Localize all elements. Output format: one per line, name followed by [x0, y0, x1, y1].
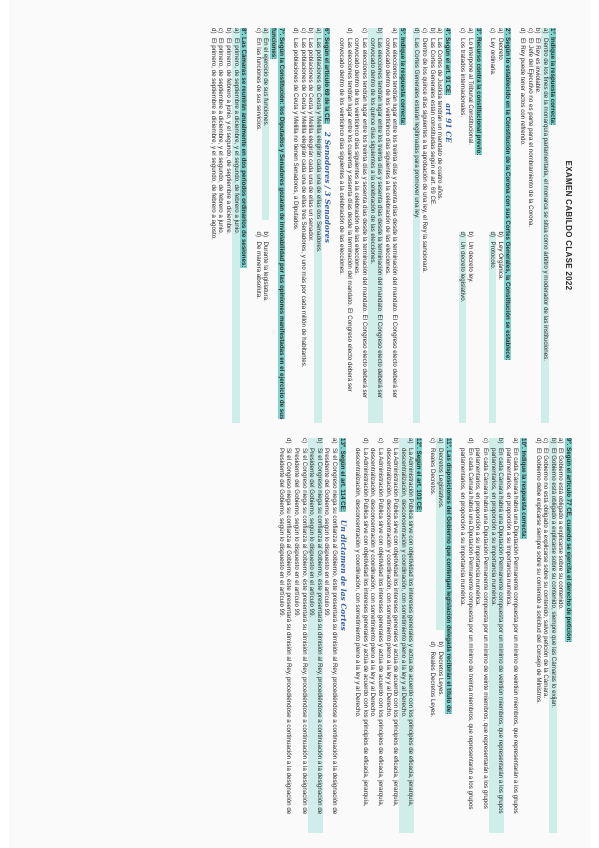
option-text: El primero, de septiembre a diciembre, y el segundo, de febrero a junio.: [232, 38, 240, 235]
answer-option: [292, 28, 300, 423]
option-text: Reales Decretos Leyes.: [429, 651, 437, 718]
option-text: Lo interpone al Tribunal Constitucional.: [467, 38, 475, 145]
option-letter: b): [496, 231, 504, 238]
option-letter: b): [428, 28, 436, 34]
option-text: En las funciones de sus servicios.: [254, 38, 262, 131]
option-letter: d): [466, 438, 474, 444]
option-letter: d): [254, 231, 262, 238]
option-text: El Rey puede tener actos con refrendo.: [519, 38, 527, 146]
option-text: En cada Cámara habrá una Diputación Permanente compuesta por un mínimo de veinte miembros, que representarán a los grupos parlamentarios, en proporción a su importancia numérica.: [474, 448, 490, 809]
option-text: Ley Orgánica.: [496, 241, 504, 281]
question-stem: [564, 438, 572, 833]
option-letter: b): [497, 438, 505, 444]
options-list: [489, 28, 504, 423]
option-letter: c): [254, 28, 262, 34]
question-stem-text: 7º. Según la Constitución: los Diputados y Senadores gozarán de inviolabilidad por las opiniones manifestadas en el ejercicio de sus funciones:: [270, 28, 285, 420]
option-letter: a): [262, 28, 270, 34]
answer-option: [466, 28, 474, 220]
answer-option: [534, 28, 542, 423]
option-text: El Gobierno no está obligado a explicarse sobre su contenido, salvo petición de la Cámara.: [542, 448, 550, 699]
question-stem-text: 4º. Según el art. 91 CE:: [443, 28, 451, 96]
question-stem-text: 6º. Según el artículo 69 de la CE:: [322, 28, 330, 124]
answer-option: [399, 438, 414, 833]
answer-option: [421, 28, 429, 423]
answer-option: [217, 28, 225, 423]
option-letter: d): [292, 28, 300, 34]
option-letter: b): [315, 438, 323, 444]
options-list: [534, 438, 564, 833]
answer-option: [496, 28, 504, 220]
option-text: Las poblaciones de Ceuta y Melilla no tienen Senadores, a Diputados.: [292, 38, 300, 231]
option-letter: a): [232, 28, 240, 34]
option-letter: b): [437, 641, 445, 648]
question-right-3: [429, 438, 452, 833]
option-text: La Administración Pública sirve con objetividad los intereses generales y actúa de acuerdo con los principios de eficacia, jerarquía, descentralización, desconcentración y coordinación, con sometimiento pleno a la ley y al Derecho.: [354, 448, 369, 807]
option-letter: c): [482, 438, 490, 444]
question-stem: [398, 28, 406, 423]
option-letter: a): [314, 28, 322, 34]
option-text: Las Cortes de Justicia tendrán un mandato de cuatro años.: [436, 38, 444, 201]
option-letter: a): [496, 28, 504, 34]
option-text: Las poblaciones de Ceuta y Melilla elegirán cada una de ellas dos Senadores.: [314, 38, 322, 253]
option-letter: d): [519, 28, 527, 34]
option-text: Las elecciones tendrán lugar entre los treinta días y sesenta días desde la terminación del mandato. El Congreso electo deberá ser convocado dentro de los veinticinco días siguientes a la celebración de las elecciones.: [383, 38, 399, 399]
question-left-3: [459, 28, 482, 423]
options-list: [413, 28, 443, 423]
option-letter: b): [392, 438, 400, 444]
option-letter: a): [467, 28, 475, 34]
answer-option: [429, 438, 437, 630]
answer-option: [459, 28, 467, 220]
options-list: [429, 438, 444, 833]
answer-option: [437, 438, 445, 630]
answer-option: [232, 28, 240, 423]
option-text: El primero, de septiembre a diciembre, y el segundo, de febrero a junio.: [217, 38, 225, 235]
answer-option: [489, 232, 497, 424]
answer-option: [299, 28, 307, 423]
option-text: Dentro de los fines de la monarquía parlamentaria, el monarca se sitúa como árbitro y moderador de las instituciones.: [541, 38, 549, 361]
answer-option: [428, 28, 436, 423]
answer-option: [466, 232, 474, 424]
answer-option: [224, 28, 232, 423]
option-text: Dentro de los quince días siguientes a la aprobación de una ley, el Rey la sancionará.: [421, 38, 429, 273]
question-left-4: [413, 28, 452, 423]
option-letter: c): [526, 28, 534, 34]
answer-option: [314, 28, 322, 423]
handwritten-note: art 91 CE: [443, 103, 453, 143]
option-text: El primero, de septiembre a diciembre, y el segundo, de febrero a agosto.: [209, 38, 217, 240]
answer-option: [459, 232, 467, 424]
question-left-7: [254, 28, 284, 423]
answer-option: [549, 438, 557, 833]
exam-sheet: [9, 0, 590, 848]
option-text: Las poblaciones de Ceuta y Melilla elegirán cada una de ellas tres Senadores, y uno más por cada millón de habitantes.: [299, 38, 307, 368]
answer-option: [436, 28, 444, 423]
answer-option: [504, 438, 519, 833]
question-stem: [549, 28, 557, 423]
left-column: [202, 28, 572, 423]
option-letter: d): [489, 231, 497, 238]
question-stem: [474, 28, 482, 423]
option-text: El Jefe del Ejecutivo no es parte para el nombramiento de la Corona.: [526, 38, 534, 228]
options-list: [354, 438, 415, 833]
answer-option: [437, 642, 445, 834]
question-left-5: [338, 28, 406, 423]
option-text: En cada Cámara habrá una Diputación Permanente compuesta por un mínimo de veintiún miembros, que representarán a los grupos parlamentarios, en proporción a su importancia numérica.: [489, 448, 505, 814]
question-left-2: [489, 28, 512, 423]
answer-option: [254, 232, 262, 424]
option-letter: c): [459, 28, 467, 34]
options-list: [518, 28, 548, 423]
question-stem: [240, 28, 248, 423]
option-text: Las elecciones tendrán lugar entre los cuarenta y sesenta días desde la terminación del mandato. El Congreso electo deberá ser convocado dentro de los veinticinco días siguientes a la celebración de las elecciones.: [338, 38, 353, 392]
option-text: El primero, de febrero a junio, y el segundo, de septiembre a diciembre.: [225, 38, 233, 235]
option-text: Si el Congreso niega su confianza al Gobierno, éste presentará su dimisión al Rey, procediéndose a continuación a la designación de Presidente del Gobierno, según lo dispuesto en el artículo 99.: [277, 448, 293, 815]
answer-option: [262, 232, 270, 424]
option-text: Un decreto ley.: [467, 241, 475, 283]
option-text: Decreto.: [496, 38, 504, 62]
question-stem: [269, 28, 284, 423]
question-right-4: [354, 438, 422, 833]
answer-option: [489, 28, 497, 220]
option-letter: a): [436, 28, 444, 34]
answer-option: [369, 438, 384, 833]
option-letter: a): [407, 438, 415, 444]
option-text: El Gobierno debe explicarse siempre sobre su contenido a solicitud del Consejo de Ministros.: [534, 448, 542, 704]
answer-option: [496, 232, 504, 424]
answer-option: [542, 438, 550, 833]
option-text: La Administración Pública sirve con objetividad los intereses generales y actúa de acuerdo con los principios de eficacia, jerarquía, descentralización, desconcentración y coordinación, con sometimiento pleno a la ley y al Derecho.: [399, 448, 415, 807]
option-letter: a): [541, 28, 549, 34]
option-text: Las poblaciones de Ceuta y Melilla elegirán cada una de ellas un senador.: [307, 38, 315, 242]
question-stem-text: 2º. Según lo establecido en la Constitución de la Corona con sus Cortes Generales, la Constitución se establece:: [504, 28, 512, 361]
question-stem: [519, 438, 527, 833]
question-stem-text: 11º. Las disposiciones del Gobierno que contengan legislación delegada recibirán el título de:: [444, 438, 452, 715]
options-list: [292, 28, 322, 423]
question-stem-text: 9º. Según el artículo 77 CE, cuando se ejercita el derecho de petición:: [565, 438, 572, 643]
answer-option: [277, 438, 292, 833]
options-list: [209, 28, 239, 423]
question-stem: [338, 438, 347, 833]
option-text: Protocolo.: [489, 241, 497, 270]
option-letter: a): [437, 438, 445, 444]
question-stem: [444, 438, 452, 833]
answer-option: [209, 28, 217, 423]
answer-option: [413, 28, 421, 423]
option-text: Las Cortes Generales están constituidas según el art. 69 CE.: [428, 38, 436, 206]
option-letter: a): [330, 438, 338, 444]
answer-option: [541, 28, 549, 423]
answer-option: [429, 642, 437, 834]
option-letter: b): [376, 28, 384, 34]
answer-option: [308, 438, 323, 833]
option-letter: c): [217, 28, 225, 34]
question-stem-text: 13º. Según el art. 114 CE:: [338, 438, 346, 512]
option-letter: b): [307, 28, 315, 34]
option-letter: d): [209, 28, 217, 34]
option-letter: b): [262, 231, 270, 238]
option-text: En cada Cámara habrá una Diputación Permanente compuesta por un mínimo de veintiún miembros, que representarán a los grupos parlamentarios, en proporción a su importancia numérica.: [504, 448, 520, 814]
option-text: Si el Congreso niega su confianza al Gobierno, éste presentará su dimisión al Rey, procediéndose a continuación a la designación de Presidente del Gobierno, según lo dispuesto en el artículo 99.: [308, 448, 323, 815]
answer-option: [383, 28, 398, 423]
answer-option: [518, 28, 526, 423]
options-list: [459, 28, 474, 423]
option-text: Si el Congreso niega su confianza al Gobierno, éste presentará su dimisión al Rey, procediéndose a continuación a la designación de Presidente del Gobierno, según lo dispuesto en el artículo 99.: [293, 448, 308, 815]
answer-option: [526, 28, 534, 423]
option-letter: c): [429, 438, 437, 444]
option-text: La Administración Pública sirve con objetividad los intereses generales y actúa de acuerdo con los principios de eficacia, jerarquía, descentralización, desconcentración y coordinación, con sometimiento pleno a la ley y al Derecho.: [369, 448, 384, 807]
option-text: En cada Cámara habrá una Diputación Permanente compuesta por un mínimo de treinta miembros, que representarán a los grupos parlamentarios, en proporción a su importancia numérica.: [459, 448, 474, 810]
answer-option: [384, 438, 399, 833]
option-text: Las elecciones tendrán lugar entre los treinta días y sesenta días desde la terminación del mandato. El Congreso electo deberá ser convocado dentro de los quince días siguientes a la celebración de las elecciones.: [368, 38, 384, 399]
option-letter: c): [376, 438, 384, 444]
option-text: Un decreto legislativo.: [459, 241, 467, 303]
option-text: Durante la legislatura.: [262, 241, 270, 302]
handwritten-note: 2 Senadores / 3 Senadores: [322, 131, 332, 243]
exam-title: EXAMEN CABILDO CLASE 2022: [564, 160, 573, 291]
option-text: Las Cortes Generales estarán legitimadas para promover una ley.: [413, 38, 421, 219]
handwritten-note: Un dictamen de las Cortes: [338, 519, 348, 631]
option-text: De manera absoluta.: [254, 241, 262, 299]
option-text: Las elecciones tendrán lugar entre los treinta días y sesenta días desde la terminación del mandato. El Congreso electo deberá ser convocado dentro de los veinticinco días siguientes a la celebración de las elecciones.: [353, 38, 368, 399]
option-letter: c): [421, 28, 429, 34]
question-right-1: [534, 438, 572, 833]
option-text: En el ejercicio de sus funciones.: [262, 38, 270, 127]
option-letter: b): [225, 28, 233, 34]
answer-option: [338, 28, 353, 423]
option-letter: d): [459, 231, 467, 238]
answer-option: [474, 438, 489, 833]
question-stem-text: 1º. Indique la respuesta correcta:: [549, 28, 557, 126]
option-text: El Rey es inviolable.: [534, 38, 542, 94]
option-letter: c): [300, 438, 308, 444]
option-text: Decretos Leyes.: [437, 651, 445, 697]
option-letter: b): [467, 231, 475, 238]
question-left-6: [292, 28, 331, 423]
question-stem-text: 3º. Recurso contra la constitucional previo:: [474, 28, 482, 156]
option-text: Los tratados internacionales.: [459, 38, 467, 118]
question-right-5: [277, 438, 346, 833]
option-text: La Administración Pública sirve con objetividad los intereses generales y actúa de acuerdo con los principios de eficacia, jerarquía, descentralización, desconcentración y coordinación, con sometimiento pleno a la ley y al Derecho.: [384, 448, 400, 807]
options-list: [459, 438, 520, 833]
answer-option: [459, 438, 474, 833]
question-stem: [414, 438, 422, 833]
question-stem-text: 8º. Las Cámaras se reunirán anualmente en dos periodos ordinarios de sesiones:: [240, 28, 248, 268]
answer-option: [262, 28, 270, 220]
question-stem-text: 5º. Indique la respuesta correcta:: [398, 28, 406, 126]
question-stem: [504, 28, 512, 423]
option-text: El Gobierno está obligado a explicarse sobre su contenido.: [557, 448, 565, 610]
option-letter: c): [489, 28, 497, 34]
question-stem: [322, 28, 331, 423]
option-text: Ley ordinaria.: [489, 38, 497, 76]
option-letter: d): [285, 438, 293, 444]
question-left-1: [518, 28, 556, 423]
option-text: Si el Congreso niega su confianza al Gobierno, éste presentará su dimisión al Rey, procediéndose a continuación a la designación de Presidente del Gobierno, según lo dispuesto en el artículo 99.: [323, 448, 338, 815]
option-letter: a): [557, 438, 565, 444]
option-text: El Gobierno está obligado a explicarse sobre su contenido, siempre que las Cámaras lo exijan.: [549, 448, 557, 709]
answer-option: [368, 28, 383, 423]
options-list: [254, 28, 269, 423]
question-stem: [443, 28, 452, 423]
option-text: Reales Decretos.: [429, 448, 437, 496]
question-right-2: [459, 438, 527, 833]
option-letter: c): [360, 28, 368, 34]
option-letter: a): [391, 28, 399, 34]
option-text: Decretos Legislativos.: [437, 448, 445, 509]
option-letter: d): [413, 28, 421, 34]
answer-option: [307, 28, 315, 423]
option-letter: b): [549, 438, 557, 444]
option-letter: d): [534, 438, 542, 444]
options-list: [338, 28, 399, 423]
answer-option: [557, 438, 565, 833]
answer-option: [353, 28, 368, 423]
option-letter: d): [429, 641, 437, 648]
option-letter: c): [299, 28, 307, 34]
option-letter: c): [542, 438, 550, 444]
right-column: [270, 438, 572, 833]
answer-option: [354, 438, 369, 833]
question-stem-text: 12º. Según el art. 103 CE:: [414, 438, 422, 513]
answer-option: [534, 438, 542, 833]
option-letter: d): [345, 28, 353, 34]
option-letter: a): [512, 438, 520, 444]
question-stem-text: 10º. Indique la respuesta correcta:: [520, 438, 528, 539]
option-letter: b): [534, 28, 542, 34]
option-letter: d): [361, 438, 369, 444]
answer-option: [292, 438, 307, 833]
options-list: [277, 438, 338, 833]
answer-option: [323, 438, 338, 833]
answer-option: [489, 438, 504, 833]
answer-option: [254, 28, 262, 220]
question-left-8: [209, 28, 247, 423]
